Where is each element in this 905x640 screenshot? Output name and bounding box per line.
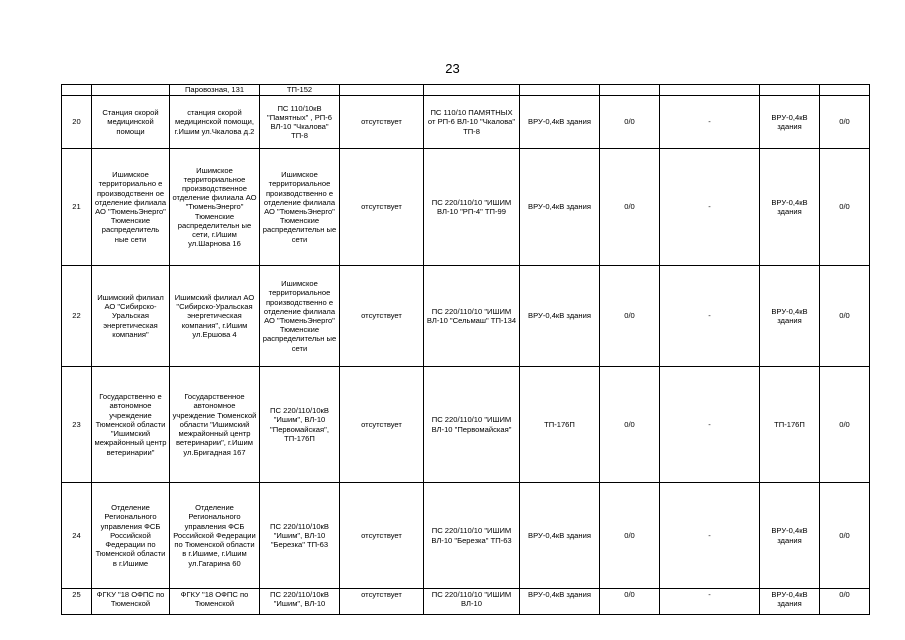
consumer-address: Ишимский филиал АО "Сибирско-Уральская энергетическая компания", г.Ишим ул.Ершова 4 xyxy=(170,266,260,367)
feed-point: ПС 220/110/10 "ИШИМ ВЛ-10 "Сельмаш" ТП-134 xyxy=(424,266,520,367)
value-cell-2: 0/0 xyxy=(820,149,870,266)
status-cell: отсутствует xyxy=(340,483,424,589)
cont-cell xyxy=(340,85,424,96)
consumers-table xyxy=(61,84,870,615)
row-number: 23 xyxy=(62,367,92,483)
value-cell: 0/0 xyxy=(600,367,660,483)
value-cell: 0/0 xyxy=(600,589,660,615)
value-cell: 0/0 xyxy=(600,266,660,367)
connection-point: ВРУ-0,4кВ здания xyxy=(520,149,600,266)
supply-source: Ишимское территориальное производственно е отделение филиала АО "ТюменьЭнерго" Тюменские распределительн ые сети xyxy=(260,266,340,367)
consumer-name: Станция скорой медицинской помощи xyxy=(92,96,170,149)
cont-cell-address: Паровозная, 131 xyxy=(170,85,260,96)
cont-cell-supply: ТП-152 xyxy=(260,85,340,96)
consumer-name: Ишимское территориально е производственн ое отделение филиала АО "ТюменьЭнерго" Тюменские распределитель ные сети xyxy=(92,149,170,266)
dash-cell: - xyxy=(660,96,760,149)
table-row xyxy=(62,149,870,266)
cont-cell xyxy=(92,85,170,96)
supply-source: ПС 220/110/10кВ "Ишим", ВЛ-10 xyxy=(260,589,340,615)
connection-point: ВРУ-0,4кВ здания xyxy=(520,96,600,149)
connection-point-2: ВРУ-0,4кВ здания xyxy=(760,266,820,367)
row-number: 24 xyxy=(62,483,92,589)
value-cell-2: 0/0 xyxy=(820,589,870,615)
row-number: 21 xyxy=(62,149,92,266)
row-number: 22 xyxy=(62,266,92,367)
consumer-address: Отделение Регионального управления ФСБ Российской Федерации по Тюменской области в г.Ишиме, г.Ишим ул.Гагарина 60 xyxy=(170,483,260,589)
feed-point: ПС 220/110/10 "ИШИМ ВЛ-10 xyxy=(424,589,520,615)
status-cell: отсутствует xyxy=(340,96,424,149)
table-row xyxy=(62,367,870,483)
feed-point: ПС 220/110/10 "ИШИМ ВЛ-10 "Березка" ТП-63 xyxy=(424,483,520,589)
consumer-address: Государственное автономное учреждение Тюменской области "Ишимский межрайонный центр ветеринарии", г.Ишим ул.Бригадная 167 xyxy=(170,367,260,483)
table-row xyxy=(62,483,870,589)
consumer-name: Государственно е автономное учреждение Тюменской области "Ишимский межрайонный центр ветеринарии" xyxy=(92,367,170,483)
consumer-name: ФГКУ "18 ОФПС по Тюменской xyxy=(92,589,170,615)
continuation-row xyxy=(62,85,870,96)
connection-point-2: ВРУ-0,4кВ здания xyxy=(760,149,820,266)
connection-point-2: ТП-176П xyxy=(760,367,820,483)
supply-source: ПС 220/110/10кВ "Ишим", ВЛ-10 "Березка" ТП-63 xyxy=(260,483,340,589)
status-cell: отсутствует xyxy=(340,589,424,615)
cont-cell xyxy=(600,85,660,96)
feed-point: ПС 220/110/10 "ИШИМ ВЛ-10 "Первомайская" xyxy=(424,367,520,483)
connection-point-2: ВРУ-0,4кВ здания xyxy=(760,96,820,149)
table-row xyxy=(62,96,870,149)
feed-point: ПС 110/10 ПАМЯТНЫХ от РП-6 ВЛ-10 "Чкалова" ТП-8 xyxy=(424,96,520,149)
value-cell-2: 0/0 xyxy=(820,367,870,483)
row-number: 20 xyxy=(62,96,92,149)
dash-cell: - xyxy=(660,589,760,615)
consumer-address: станция скорой медицинской помощи, г.Ишим ул.Чкалова д.2 xyxy=(170,96,260,149)
dash-cell: - xyxy=(660,367,760,483)
value-cell-2: 0/0 xyxy=(820,483,870,589)
status-cell: отсутствует xyxy=(340,367,424,483)
table-row xyxy=(62,266,870,367)
cont-cell xyxy=(62,85,92,96)
connection-point: ВРУ-0,4кВ здания xyxy=(520,589,600,615)
supply-source: Ишимское территориальное производственно е отделение филиала АО "ТюменьЭнерго" Тюменские распределительн ые сети xyxy=(260,149,340,266)
row-number: 25 xyxy=(62,589,92,615)
value-cell-2: 0/0 xyxy=(820,266,870,367)
connection-point: ВРУ-0,4кВ здания xyxy=(520,266,600,367)
cont-cell xyxy=(520,85,600,96)
dash-cell: - xyxy=(660,149,760,266)
cont-cell xyxy=(660,85,760,96)
cont-cell xyxy=(760,85,820,96)
table-row xyxy=(62,589,870,615)
status-cell: отсутствует xyxy=(340,266,424,367)
dash-cell: - xyxy=(660,266,760,367)
value-cell: 0/0 xyxy=(600,96,660,149)
supply-source: ПС 110/10кВ "Памятных" , РП-6 ВЛ-10 "Чкалова" ТП-8 xyxy=(260,96,340,149)
value-cell-2: 0/0 xyxy=(820,96,870,149)
consumer-name: Ишимский филиал АО "Сибирско-Уральская энергетическая компания" xyxy=(92,266,170,367)
connection-point: ТП-176П xyxy=(520,367,600,483)
connection-point: ВРУ-0,4кВ здания xyxy=(520,483,600,589)
cont-cell xyxy=(820,85,870,96)
value-cell: 0/0 xyxy=(600,149,660,266)
cont-cell xyxy=(424,85,520,96)
dash-cell: - xyxy=(660,483,760,589)
feed-point: ПС 220/110/10 "ИШИМ ВЛ-10 "РП-4" ТП-99 xyxy=(424,149,520,266)
consumer-name: Отделение Регионального управления ФСБ Российской Федерации по Тюменской области в г.Ишиме xyxy=(92,483,170,589)
consumer-address: ФГКУ "18 ОФПС по Тюменской xyxy=(170,589,260,615)
status-cell: отсутствует xyxy=(340,149,424,266)
page-number: 23 xyxy=(445,61,460,76)
connection-point-2: ВРУ-0,4кВ здания xyxy=(760,589,820,615)
supply-source: ПС 220/110/10кВ "Ишим", ВЛ-10 "Первомайская", ТП-176П xyxy=(260,367,340,483)
value-cell: 0/0 xyxy=(600,483,660,589)
consumer-address: Ишимское территориальное производственное отделение филиала АО "ТюменьЭнерго" Тюменские распределительн ые сети, г.Ишим ул.Шарнова 16 xyxy=(170,149,260,266)
connection-point-2: ВРУ-0,4кВ здания xyxy=(760,483,820,589)
